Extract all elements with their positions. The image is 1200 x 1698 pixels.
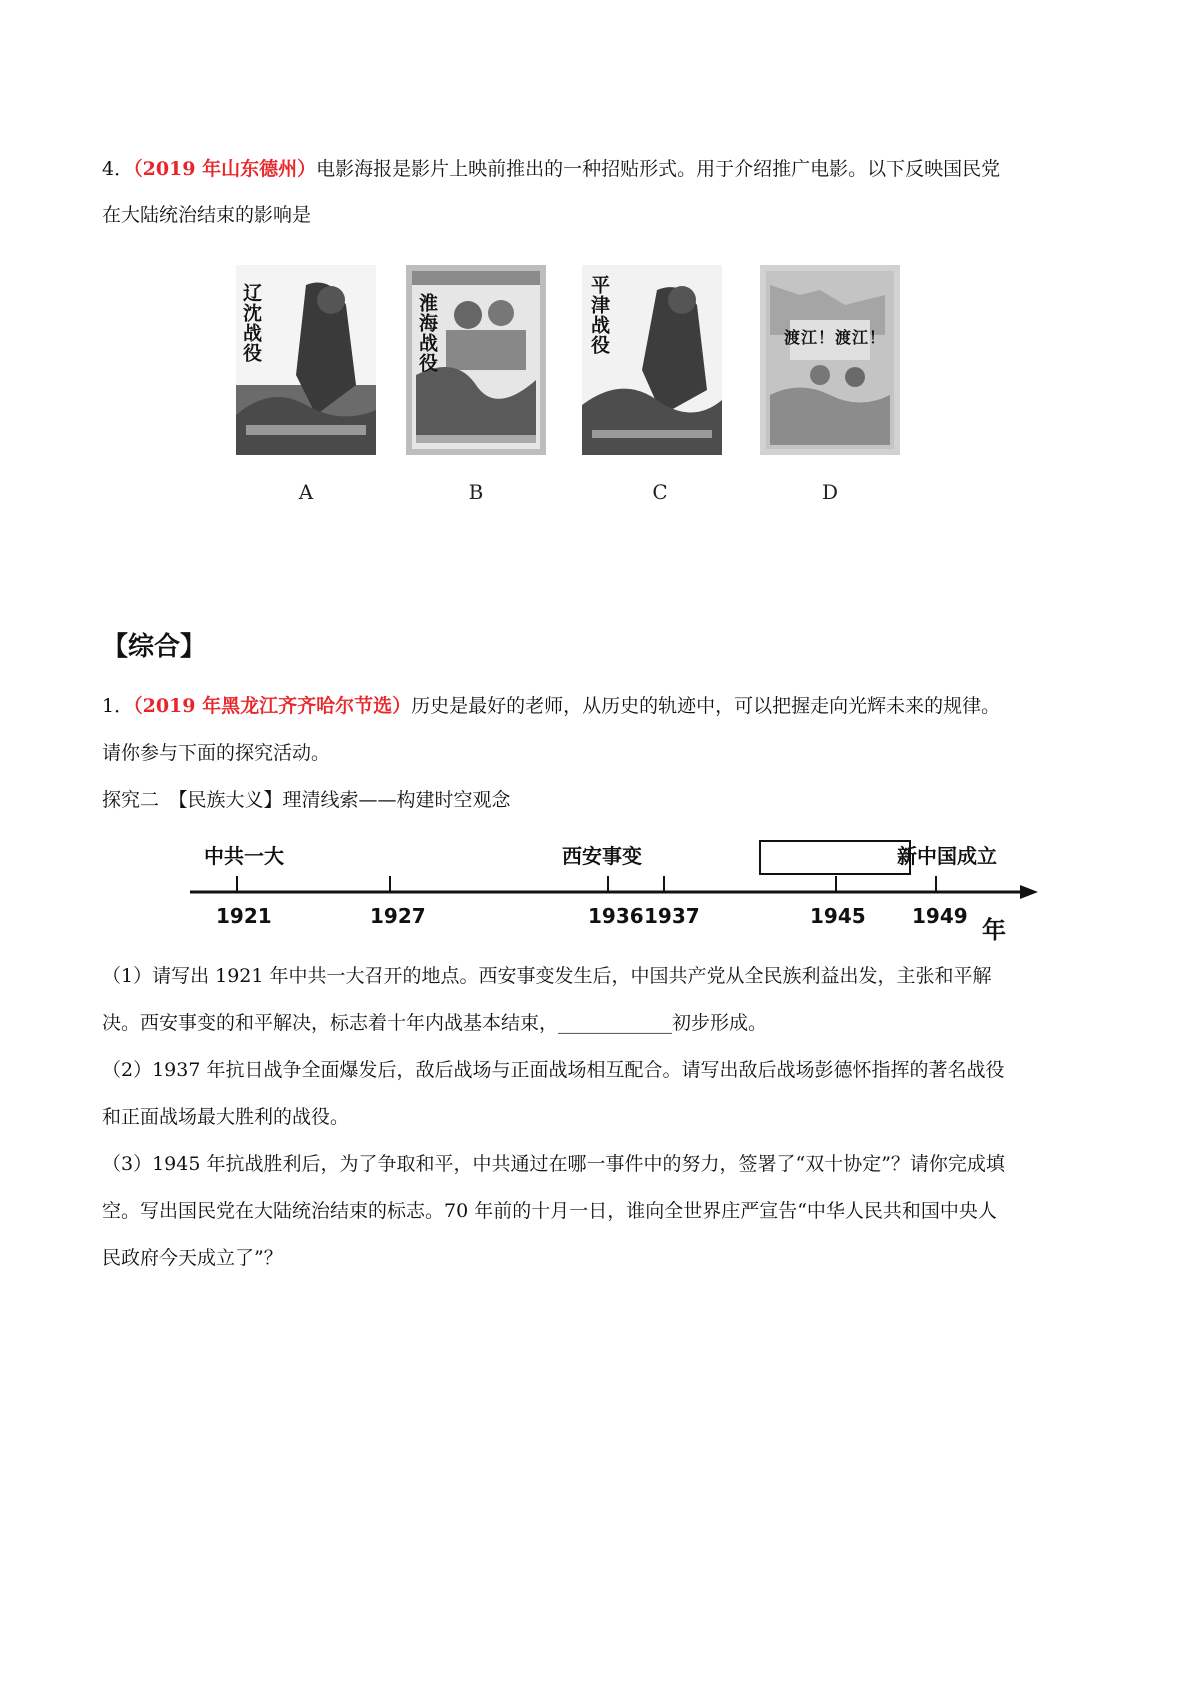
event-label-xian-incident: 西安事变 [562, 844, 642, 868]
question-number: 1． [102, 695, 134, 717]
question-source: （2019 年黑龙江齐齐哈尔节选） [133, 695, 412, 717]
poster-d [760, 265, 900, 455]
event-label-cpc-congress: 中共一大 [204, 844, 284, 868]
poster-a-title: 辽沈战役 [240, 283, 262, 363]
question-text: 电影海报是影片上映前推出的一种招贴形式。用于介绍推广电影。以下反映国民党 [316, 158, 1001, 180]
year-1927: 1927 [370, 904, 426, 928]
poster-b [406, 265, 546, 455]
option-c-label: C [652, 480, 668, 504]
timeline [190, 830, 1050, 944]
poster-c-title: 平津战役 [588, 275, 610, 355]
option-b-label: B [468, 480, 484, 504]
sub-question-3-line-2: 空。写出国民党在大陆统治结束的标志。70 年前的十月一日，谁向全世界庄严宣告“中华人民共和国中央人 [102, 1200, 997, 1222]
year-1945: 1945 [810, 904, 866, 928]
question-1-line-1 [102, 693, 1000, 719]
option-a-label: A [298, 480, 314, 504]
poster-d-art [760, 265, 900, 455]
poster-a [236, 265, 376, 455]
event-label-new-china: 新中国成立 [897, 844, 997, 868]
section-title: 【综合】 [102, 632, 207, 662]
sub-question-1-line-1: （1）请写出 1921 年中共一大召开的地点。西安事变发生后，中国共产党从全民族利益出发，主张和平解 [102, 965, 992, 987]
question-4-line-1 [102, 156, 1000, 182]
year-1936: 1936 [588, 904, 644, 928]
explore-heading: 探究二 【民族大义】理清线索——构建时空观念 [102, 789, 511, 811]
sub-question-3-line-3: 民政府今天成立了”？ [102, 1247, 283, 1269]
poster-options [0, 265, 1200, 515]
poster-b-title: 淮海战役 [416, 293, 438, 373]
year-1937: 1937 [644, 904, 700, 928]
question-1-line-2: 请你参与下面的探究活动。 [102, 742, 331, 764]
blank-answer-box [760, 841, 910, 874]
sub-question-2-line-2: 和正面战场最大胜利的战役。 [102, 1106, 350, 1128]
year-unit: 年 [982, 916, 1006, 944]
year-1949: 1949 [912, 904, 968, 928]
poster-d-title: 渡江！渡江！ [784, 328, 887, 347]
question-text: 历史是最好的老师，从历史的轨迹中，可以把握走向光辉未来的规律。 [411, 695, 1001, 717]
sub-question-2-line-1: （2）1937 年抗日战争全面爆发后，敌后战场与正面战场相互配合。请写出敌后战场彭德怀指挥的著名战役 [102, 1059, 1005, 1081]
question-4-line-2: 在大陆统治结束的影响是 [102, 204, 312, 226]
year-1921: 1921 [216, 904, 272, 928]
question-number: 4． [102, 158, 134, 180]
sub-question-1-line-2: 决。西安事变的和平解决，标志着十年内战基本结束，____________初步形成。 [102, 1012, 768, 1034]
question-source: （2019 年山东德州） [133, 158, 317, 180]
option-d-label: D [821, 480, 839, 504]
poster-c [582, 265, 722, 455]
sub-question-3-line-1: （3）1945 年抗战胜利后，为了争取和平，中共通过在哪一事件中的努力，签署了“双十协定”？请你完成填 [102, 1153, 1005, 1175]
